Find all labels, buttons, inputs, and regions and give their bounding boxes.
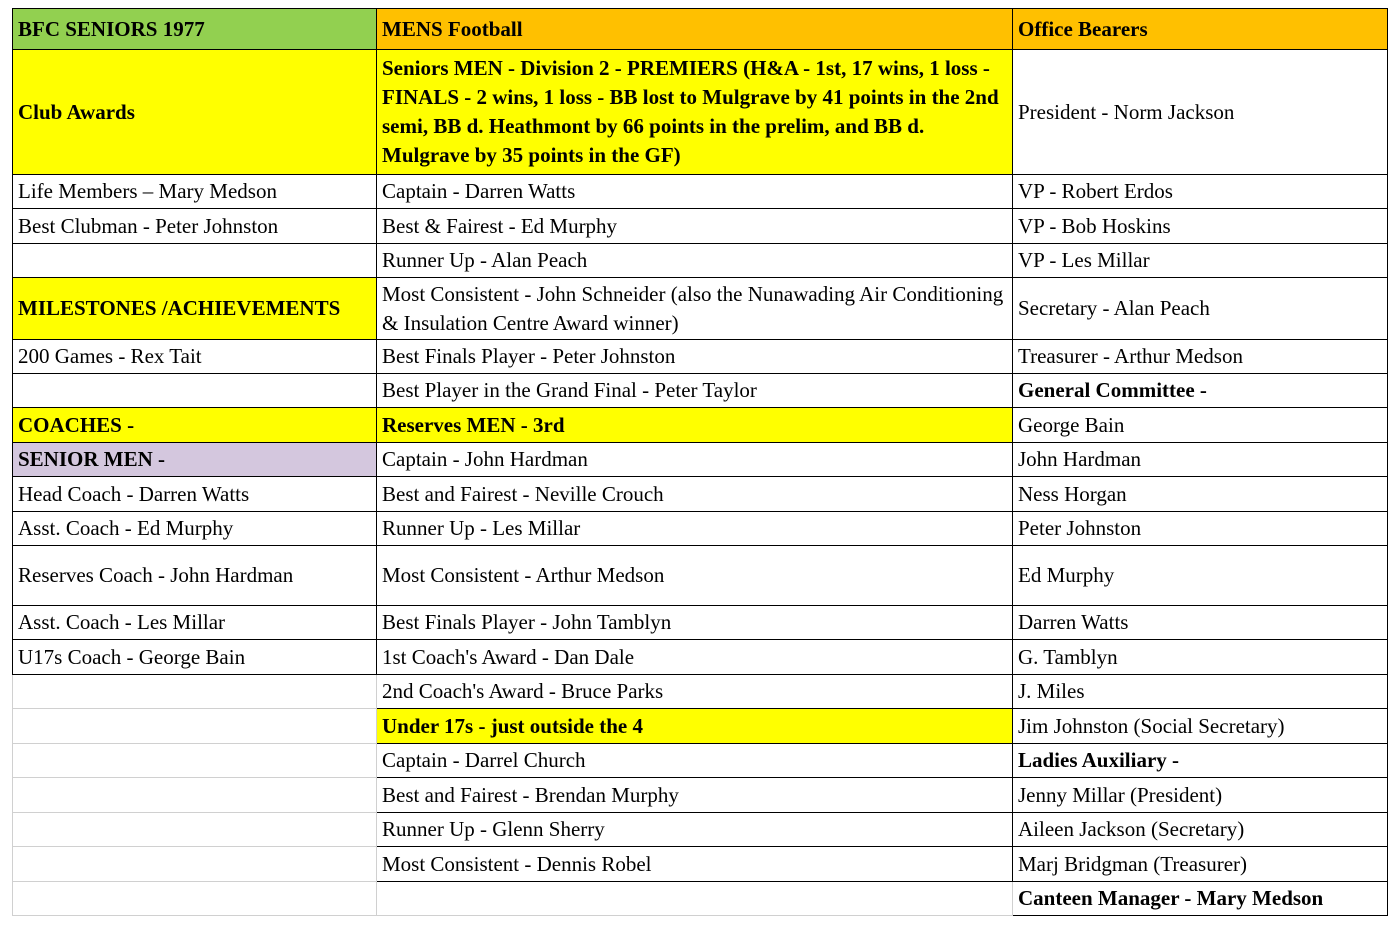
cell-reserves-most-consistent[interactable]: Most Consistent - Arthur Medson (377, 546, 1013, 606)
cell-empty[interactable] (13, 675, 377, 709)
cell-reserves-best-finals-player[interactable]: Best Finals Player - John Tamblyn (377, 606, 1013, 640)
table-row (13, 209, 1388, 244)
cell-empty[interactable] (13, 778, 377, 813)
cell-milestones-achievements[interactable]: MILESTONES /ACHIEVEMENTS (13, 278, 377, 340)
cell-empty[interactable] (13, 244, 377, 278)
table-row (13, 477, 1388, 512)
header-cell-mens-football[interactable]: MENS Football (377, 9, 1013, 50)
cell-best-clubman[interactable]: Best Clubman - Peter Johnston (13, 209, 377, 244)
cell-reserves-coach[interactable]: Reserves Coach - John Hardman (13, 546, 377, 606)
cell-vp-les-millar[interactable]: VP - Les Millar (1013, 244, 1388, 278)
cell-200-games[interactable]: 200 Games - Rex Tait (13, 340, 377, 374)
table-row (13, 408, 1388, 443)
cell-seniors-captain[interactable]: Captain - Darren Watts (377, 175, 1013, 209)
cell-under-17s-heading[interactable]: Under 17s - just outside the 4 (377, 709, 1013, 744)
cell-empty[interactable] (13, 374, 377, 408)
cell-u17-coach[interactable]: U17s Coach - George Bain (13, 640, 377, 675)
table-row (13, 50, 1388, 175)
cell-empty[interactable] (13, 709, 377, 744)
cell-social-secretary[interactable]: Jim Johnston (Social Secretary) (1013, 709, 1388, 744)
cell-ladies-auxiliary-member[interactable]: Aileen Jackson (Secretary) (1013, 813, 1388, 847)
table-row (13, 244, 1388, 278)
cell-life-members[interactable]: Life Members – Mary Medson (13, 175, 377, 209)
cell-committee-member[interactable]: George Bain (1013, 408, 1388, 443)
cell-canteen-manager[interactable]: Canteen Manager - Mary Medson (1013, 882, 1388, 916)
table-row (13, 374, 1388, 408)
table-row (13, 606, 1388, 640)
cell-vp-bob-hoskins[interactable]: VP - Bob Hoskins (1013, 209, 1388, 244)
cell-reserves-captain[interactable]: Captain - John Hardman (377, 443, 1013, 477)
cell-committee-member[interactable]: Peter Johnston (1013, 512, 1388, 546)
cell-asst-coach[interactable]: Asst. Coach - Les Millar (13, 606, 377, 640)
table-row (13, 512, 1388, 546)
table-row (13, 443, 1388, 477)
table-row (13, 640, 1388, 675)
header-cell-seniors-1977[interactable]: BFC SENIORS 1977 (13, 9, 377, 50)
cell-general-committee[interactable]: General Committee - (1013, 374, 1388, 408)
table-row (13, 778, 1388, 813)
cell-committee-member[interactable]: G. Tamblyn (1013, 640, 1388, 675)
cell-committee-member[interactable]: Darren Watts (1013, 606, 1388, 640)
table-row (13, 882, 1388, 916)
cell-seniors-best-grand-final[interactable]: Best Player in the Grand Final - Peter Taylor (377, 374, 1013, 408)
cell-committee-member[interactable]: J. Miles (1013, 675, 1388, 709)
header-cell-office-bearers[interactable]: Office Bearers (1013, 9, 1388, 50)
cell-asst-coach[interactable]: Asst. Coach - Ed Murphy (13, 512, 377, 546)
cell-treasurer[interactable]: Treasurer - Arthur Medson (1013, 340, 1388, 374)
cell-empty[interactable] (13, 744, 377, 778)
cell-president[interactable]: President - Norm Jackson (1013, 50, 1388, 175)
cell-empty[interactable] (13, 813, 377, 847)
cell-reserves-coach-award-2[interactable]: 2nd Coach's Award - Bruce Parks (377, 675, 1013, 709)
cell-reserves-men-heading[interactable]: Reserves MEN - 3rd (377, 408, 1013, 443)
cell-committee-member[interactable]: Ness Horgan (1013, 477, 1388, 512)
cell-reserves-runner-up[interactable]: Runner Up - Les Millar (377, 512, 1013, 546)
cell-seniors-runner-up[interactable]: Runner Up - Alan Peach (377, 244, 1013, 278)
table-row (13, 175, 1388, 209)
cell-coaches[interactable]: COACHES - (13, 408, 377, 443)
cell-u17-best-fairest[interactable]: Best and Fairest - Brendan Murphy (377, 778, 1013, 813)
cell-seniors-best-fairest[interactable]: Best & Fairest - Ed Murphy (377, 209, 1013, 244)
cell-senior-men[interactable]: SENIOR MEN - (13, 443, 377, 477)
table-row (13, 709, 1388, 744)
cell-empty[interactable] (13, 882, 377, 916)
cell-ladies-auxiliary[interactable]: Ladies Auxiliary - (1013, 744, 1388, 778)
cell-seniors-best-finals-player[interactable]: Best Finals Player - Peter Johnston (377, 340, 1013, 374)
cell-reserves-best-fairest[interactable]: Best and Fairest - Neville Crouch (377, 477, 1013, 512)
cell-u17-runner-up[interactable]: Runner Up - Glenn Sherry (377, 813, 1013, 847)
cell-u17-most-consistent[interactable]: Most Consistent - Dennis Robel (377, 847, 1013, 882)
cell-empty[interactable] (13, 847, 377, 882)
cell-seniors-men-heading[interactable]: Seniors MEN - Division 2 - PREMIERS (H&A - 1st, 17 wins, 1 loss - FINALS - 2 wins, 1 loss - BB lost to Mulgrave by 41 points in the 2nd semi, BB d. Heathmont by 66 points in the prelim, and BB d. Mulgrave by 35 points in the GF) (377, 50, 1013, 175)
table-row (13, 813, 1388, 847)
cell-seniors-most-consistent[interactable]: Most Consistent - John Schneider (also the Nunawading Air Conditioning & Insulation Centre Award winner) (377, 278, 1013, 340)
table-row (13, 278, 1388, 340)
cell-empty[interactable] (377, 882, 1013, 916)
cell-ladies-auxiliary-member[interactable]: Jenny Millar (President) (1013, 778, 1388, 813)
table-row (13, 9, 1388, 50)
cell-club-awards[interactable]: Club Awards (13, 50, 377, 175)
spreadsheet-table (12, 8, 1388, 916)
table-row (13, 675, 1388, 709)
table-row (13, 744, 1388, 778)
cell-committee-member[interactable]: John Hardman (1013, 443, 1388, 477)
cell-reserves-coach-award-1[interactable]: 1st Coach's Award - Dan Dale (377, 640, 1013, 675)
cell-head-coach[interactable]: Head Coach - Darren Watts (13, 477, 377, 512)
cell-secretary[interactable]: Secretary - Alan Peach (1013, 278, 1388, 340)
table-row (13, 847, 1388, 882)
table-row (13, 340, 1388, 374)
cell-u17-captain[interactable]: Captain - Darrel Church (377, 744, 1013, 778)
cell-committee-member[interactable]: Ed Murphy (1013, 546, 1388, 606)
cell-ladies-auxiliary-member[interactable]: Marj Bridgman (Treasurer) (1013, 847, 1388, 882)
cell-vp-robert-erdos[interactable]: VP - Robert Erdos (1013, 175, 1388, 209)
table-row (13, 546, 1388, 606)
